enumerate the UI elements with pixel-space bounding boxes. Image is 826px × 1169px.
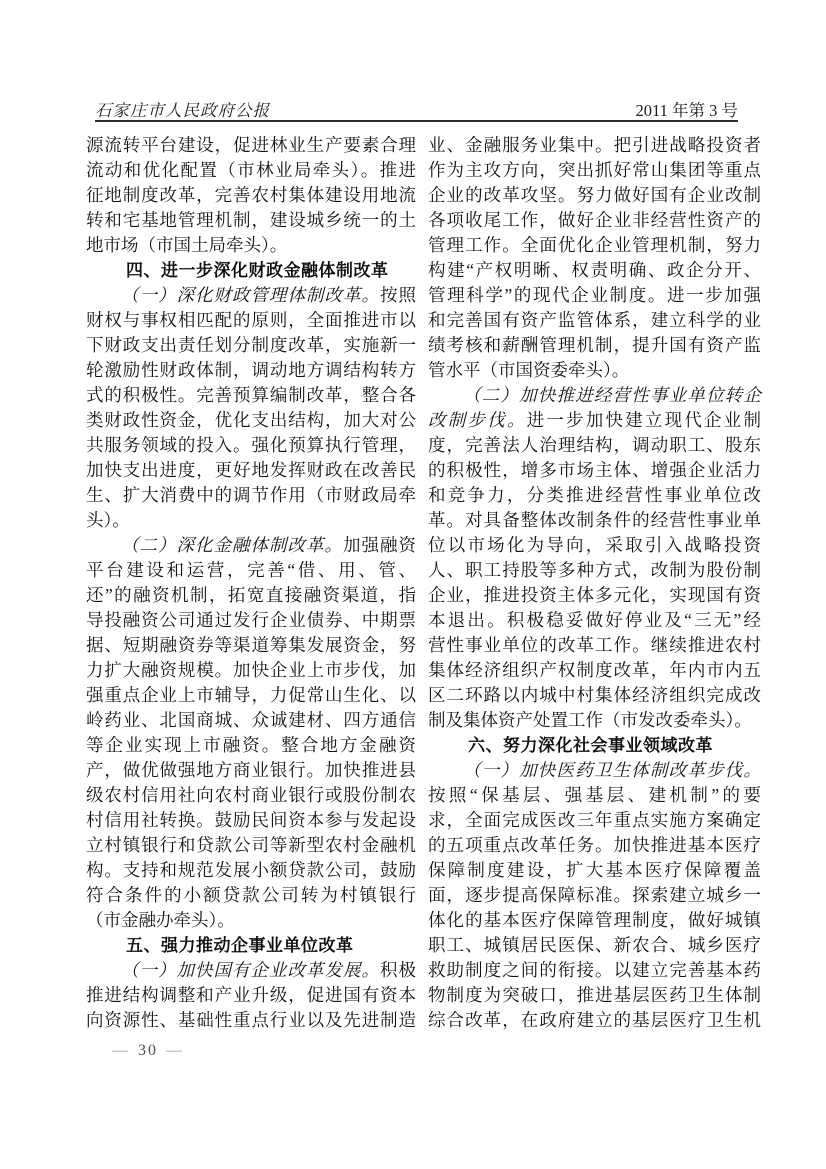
text-line: 企业的改革攻坚。努力做好国有企业改制	[428, 185, 761, 205]
text-line	[428, 758, 761, 783]
text-line: 构建“产权明晰、权责明确、政企分开、	[428, 260, 761, 280]
lead-in-emphasis: 改制步伐。	[428, 410, 527, 430]
text-line: 集体经济组织产权制度改革，年内市内五	[428, 660, 761, 680]
text-segment: 进一步加快建立现代企业制	[526, 410, 761, 430]
text-line	[428, 408, 761, 433]
text-line: 的五项重点改革任务。加快推进基本医疗	[428, 835, 761, 855]
text-line: 体化的基本医疗保障管理制度，做好城镇	[428, 910, 761, 930]
text-line: 按照“保基层、强基层、建机制”的要	[428, 785, 761, 805]
paragraph	[428, 383, 761, 733]
text-line: 制及集体资产处置工作（市发改委牵头）。	[428, 710, 752, 730]
text-line: 加快支出进度，更好地发挥财政在改善民	[86, 460, 416, 480]
text-line: 度，完善法人治理结构，调动职工、股东	[428, 435, 761, 455]
text-line: 流动和优化配置（市林业局牵头）。推进	[86, 160, 416, 180]
page-number-dash-left: —	[112, 1042, 130, 1059]
section-heading: 四、进一步深化财政金融体制改革	[126, 261, 389, 280]
text-line: 位以市场化为导向，采取引入战略投资	[428, 535, 761, 555]
text-line	[86, 958, 416, 983]
paragraph	[86, 958, 416, 1033]
text-line: 共服务领域的投入。强化预算执行管理，	[86, 435, 416, 455]
issue-number: 2011 年第 3 号	[635, 101, 738, 120]
text-line: 和竞争力，分类推进经营性事业单位改	[428, 485, 761, 505]
paragraph	[86, 533, 416, 933]
text-line: 的积极性，增多市场主体、增强企业活力	[428, 460, 761, 480]
text-line: 综合改革，在政府建立的基层医疗卫生机	[428, 1010, 761, 1030]
text-line: 符合条件的小额贷款公司转为村镇银行	[86, 885, 416, 905]
lead-in-emphasis: （二）深化金融体制改革。	[121, 535, 343, 555]
text-line: 力扩大融资规模。加快企业上市步伐，加	[86, 660, 416, 680]
column-left	[86, 133, 416, 1033]
paragraph	[428, 758, 761, 1033]
text-line: 级农村信用社向农村商业银行或股份制农	[86, 785, 416, 805]
text-line: 管理科学”的现代企业制度。进一步加强	[428, 285, 761, 305]
text-line: 构。支持和规范发展小额贷款公司，鼓励	[86, 860, 416, 880]
text-line: 职工、城镇居民医保、新农合、城乡医疗	[428, 935, 761, 955]
text-line: 管理工作。全面优化企业管理机制，努力	[428, 235, 761, 255]
page-header	[95, 97, 738, 121]
text-line: 营性事业单位的改革工作。继续推进农村	[428, 635, 761, 655]
text-line: 岭药业、北国商城、众诚建材、四方通信	[86, 710, 416, 730]
text-line: 向资源性、基础性重点行业以及先进制造	[86, 1010, 416, 1030]
paragraph	[86, 283, 416, 533]
lead-in-emphasis: （一）加快国有企业改革发展。	[121, 960, 380, 980]
text-line: 管水平（市国资委牵头）。	[428, 360, 630, 380]
text-line: 转和宅基地管理机制，建设城乡统一的土	[86, 210, 416, 230]
text-line: 等企业实现上市融资。整合地方金融资	[86, 735, 416, 755]
text-line: 产，做优做强地方商业银行。加快推进县	[86, 760, 416, 780]
text-line: 业、金融服务业集中。把引进战略投资者	[428, 135, 761, 155]
text-line: 本退出。积极稳妥做好停业及“三无”经	[428, 610, 761, 630]
text-line: 救助制度之间的衔接。以建立完善基本药	[428, 960, 761, 980]
paragraph	[86, 133, 416, 258]
text-line	[86, 533, 416, 558]
text-line: 和完善国有资产监管体系，建立科学的业	[428, 310, 761, 330]
text-line: 面，逐步提高保障标准。探索建立城乡一	[428, 885, 761, 905]
text-line: 类财政性资金，优化支出结构，加大对公	[86, 410, 416, 430]
text-line	[428, 383, 761, 408]
page-number-value: 30	[138, 1042, 158, 1059]
journal-title: 石家庄市人民政府公报	[95, 101, 270, 120]
column-right	[428, 133, 761, 1033]
text-line	[86, 283, 416, 308]
section-heading: 五、强力推动企事业单位改革	[126, 936, 354, 955]
text-line: 强重点企业上市辅导，力促常山生化、以	[86, 685, 416, 705]
text-line: 人、职工持股等多种方式，改制为股份制	[428, 560, 761, 580]
text-segment: 积极	[380, 960, 416, 980]
text-line: （市金融办牵头）。	[86, 910, 235, 930]
text-line: 保障制度建设，扩大基本医疗保障覆盖	[428, 860, 761, 880]
page-number-dash-right: —	[166, 1042, 184, 1059]
text-line: 生、扩大消费中的调节作用（市财政局牵	[86, 485, 416, 505]
text-line: 轮激励性财政体制，调动地方调结构转方	[86, 360, 416, 380]
text-line: 企业，推进投资主体多元化，实现国有资	[428, 585, 761, 605]
text-line: 平台建设和运营，完善“借、用、管、	[86, 560, 416, 580]
lead-in-emphasis: （一）深化财政管理体制改革。	[121, 285, 380, 305]
text-line: 下财政支出责任划分制度改革，实施新一	[86, 335, 416, 355]
header-rule	[95, 120, 738, 122]
text-line: 作为主攻方向，突出抓好常山集团等重点	[428, 160, 761, 180]
text-line: 物制度为突破口，推进基层医药卫生体制	[428, 985, 761, 1005]
text-columns	[86, 133, 761, 1033]
text-line: 绩考核和薪酬管理机制，提升国有资产监	[428, 335, 761, 355]
text-segment: 按照	[380, 285, 416, 305]
text-line: 各项收尾工作，做好企业非经营性资产的	[428, 210, 761, 230]
text-line: 导投融资公司通过发行企业债券、中期票	[86, 610, 416, 630]
text-line: 村信用社转换。鼓励民间资本参与发起设	[86, 810, 416, 830]
text-line: 求，全面完成医改三年重点实施方案确定	[428, 810, 761, 830]
text-line: 式的积极性。完善预算编制改革，整合各	[86, 385, 416, 405]
lead-in-emphasis: （一）加快医药卫生体制改革步伐。	[463, 760, 761, 780]
text-line: 财权与事权相匹配的原则，全面推进市以	[86, 310, 416, 330]
text-line: 立村镇银行和贷款公司等新型农村金融机	[86, 835, 416, 855]
text-line: 据、短期融资券等渠道筹集发展资金，努	[86, 635, 416, 655]
text-line: 革。对具备整体改制条件的经营性事业单	[428, 510, 761, 530]
text-line: 区二环路以内城中村集体经济组织完成改	[428, 685, 761, 705]
text-line: 头）。	[86, 510, 130, 530]
text-line: 征地制度改革，完善农村集体建设用地流	[86, 185, 416, 205]
text-line: 推进结构调整和产业升级，促进国有资本	[86, 985, 416, 1005]
text-segment: 加强融资	[343, 535, 416, 555]
section-heading: 六、努力深化社会事业领域改革	[468, 736, 713, 755]
text-line: 源流转平台建设，促进林业生产要素合理	[86, 135, 416, 155]
paragraph	[428, 133, 761, 383]
text-line: 地市场（市国土局牵头）。	[86, 235, 288, 255]
text-line: 还”的融资机制，拓宽直接融资渠道，指	[86, 585, 416, 605]
lead-in-emphasis: （二）加快推进经营性事业单位转企	[463, 385, 761, 405]
page-number	[104, 1042, 192, 1060]
